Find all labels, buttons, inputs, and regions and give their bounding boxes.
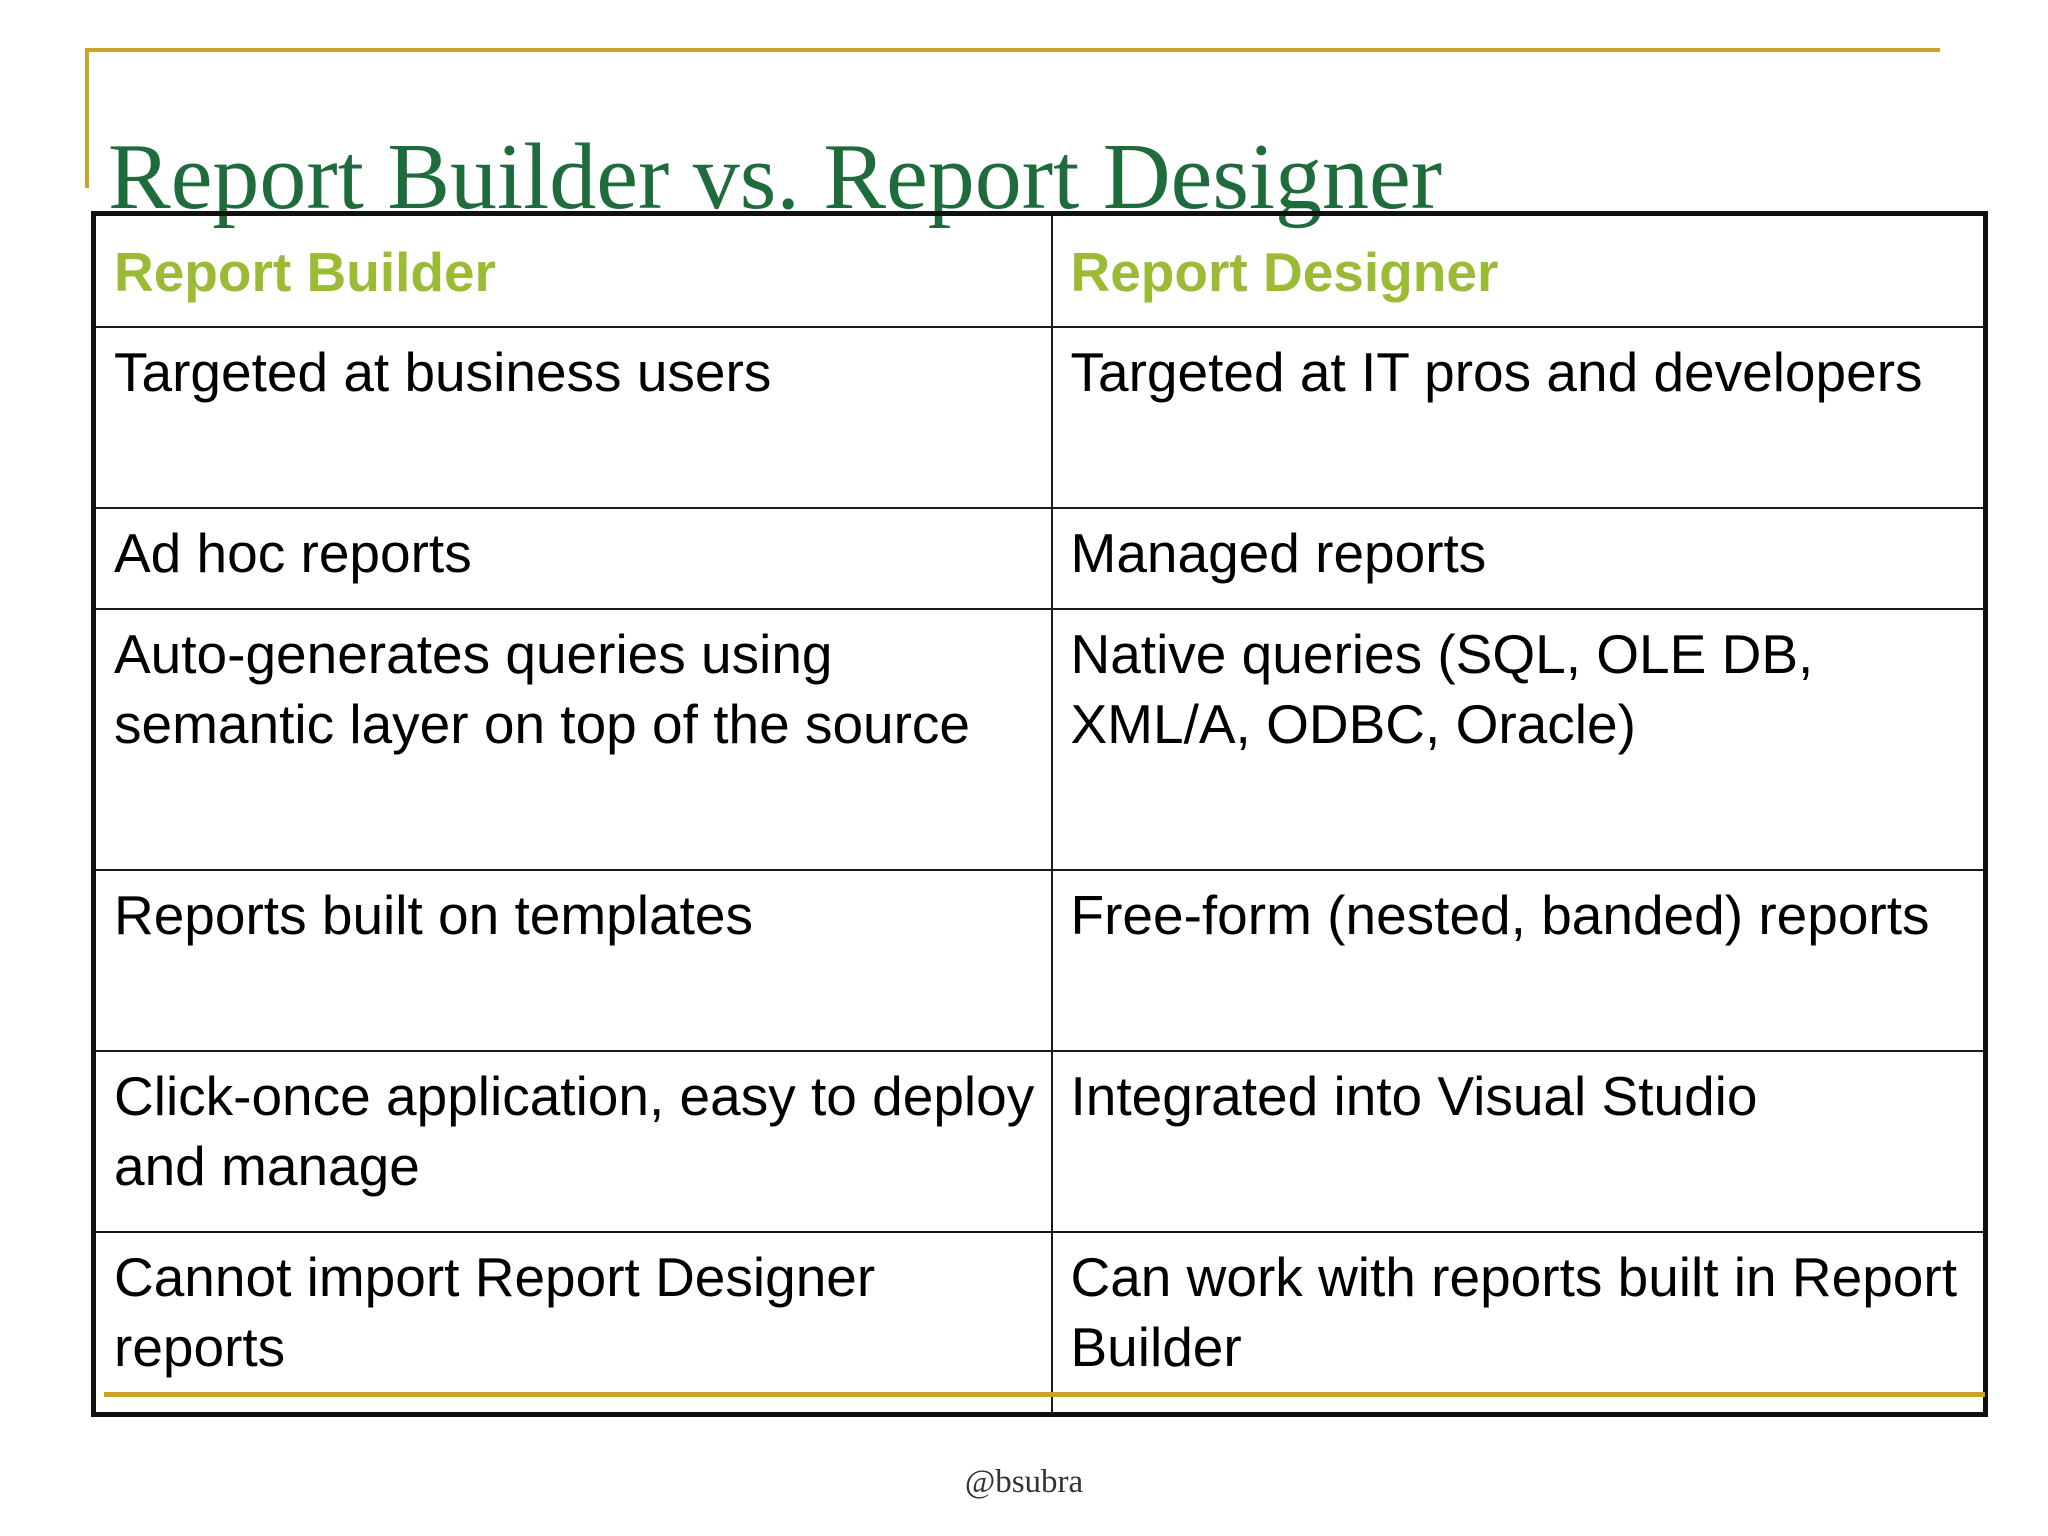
table-cell-builder: Targeted at business users (94, 327, 1052, 508)
column-header-report-builder: Report Builder (94, 214, 1052, 328)
accent-line-bottom (104, 1392, 1985, 1397)
table-cell-designer: Free-form (nested, banded) reports (1052, 870, 1986, 1051)
table-cell-designer: Targeted at IT pros and developers (1052, 327, 1986, 508)
table-cell-designer: Can work with reports built in Report Builder (1052, 1232, 1986, 1415)
table-row (94, 508, 1986, 609)
accent-line-top (85, 48, 1940, 52)
table-cell-designer: Managed reports (1052, 508, 1986, 609)
accent-line-left (85, 48, 89, 188)
table-row (94, 609, 1986, 870)
table-row (94, 1232, 1986, 1415)
comparison-table-container (91, 211, 1983, 1417)
table-cell-builder: Ad hoc reports (94, 508, 1052, 609)
table-row (94, 1051, 1986, 1232)
table-row (94, 327, 1986, 508)
table-cell-designer: Integrated into Visual Studio (1052, 1051, 1986, 1232)
footer-credit: @bsubra (964, 1464, 1084, 1500)
table-row (94, 870, 1986, 1051)
table-cell-builder: Reports built on templates (94, 870, 1052, 1051)
table-header-row (94, 214, 1986, 328)
table-cell-builder: Auto-generates queries using semantic layer on top of the source (94, 609, 1052, 870)
table-cell-builder: Cannot import Report Designer reports (94, 1232, 1052, 1415)
comparison-table (91, 211, 1988, 1417)
slide-title: Report Builder vs. Report Designer (108, 124, 1443, 229)
table-cell-designer: Native queries (SQL, OLE DB, XML/A, ODBC, Oracle) (1052, 609, 1986, 870)
table-cell-builder: Click-once application, easy to deploy and manage (94, 1051, 1052, 1232)
column-header-report-designer: Report Designer (1052, 214, 1986, 328)
